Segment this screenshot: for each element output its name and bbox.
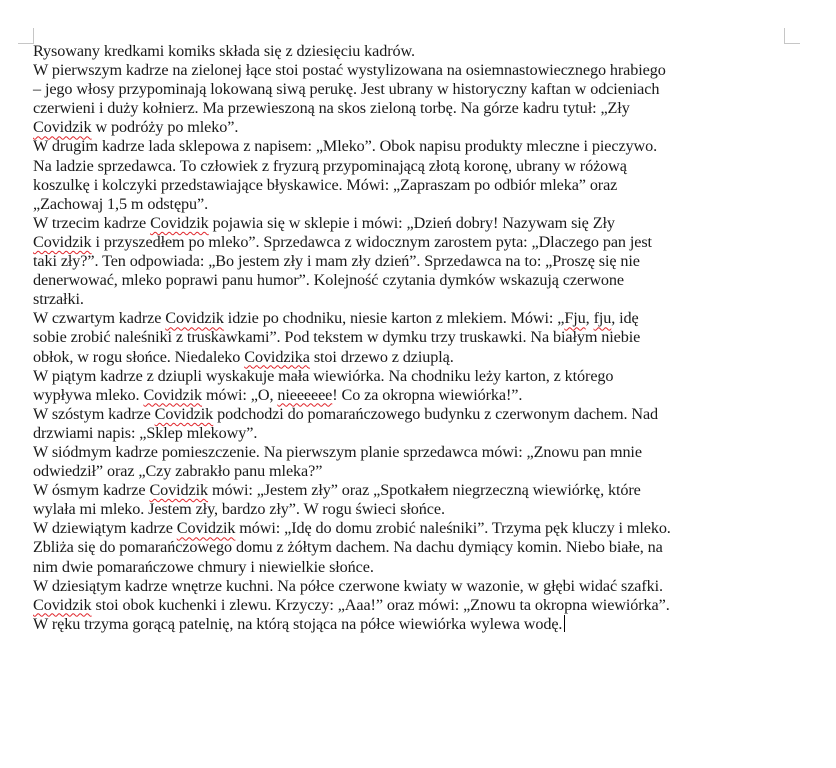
text-run: W trzecim kadrze — [33, 213, 151, 232]
misspelled-word: Covidzik — [154, 404, 214, 423]
misspelled-word: fju — [593, 309, 612, 328]
text-line[interactable] — [33, 195, 793, 214]
text-line[interactable] — [33, 424, 793, 443]
text-run: , — [585, 309, 594, 328]
text-line[interactable] — [33, 443, 793, 462]
text-line[interactable] — [33, 80, 793, 99]
text-line[interactable] — [33, 500, 793, 519]
text-run: wylała mi mleko. Jestem zły, bardzo zły”. W rogu świeci słońce. — [33, 500, 445, 519]
text-run: ! Co za okropna wiewiórka!”. — [332, 385, 523, 404]
text-line[interactable] — [33, 367, 793, 386]
text-line[interactable] — [33, 118, 793, 137]
text-run: W ręku trzyma gorącą patelnię, na którą stojąca na półce wiewiórka wylewa wodę. — [33, 614, 563, 633]
misspelled-word: Covidzik — [33, 232, 92, 251]
text-run: i przyszedłem po mleko”. Sprzedawca z widocznym zarostem pyta: „Dlaczego pan jest — [91, 232, 652, 251]
text-run: wypływa mleko. — [33, 385, 144, 404]
text-line[interactable] — [33, 538, 793, 557]
text-run: – jego włosy przypominają lokowaną siwą perukę. Jest ubrany w historyczny kaftan w odcieniach — [33, 80, 660, 99]
misspelled-word: Covidzik — [33, 595, 92, 614]
document-body[interactable] — [33, 42, 793, 634]
text-run: pojawia się w sklepie i mówi: „Dzień dobry! Nazywam się Zły — [208, 213, 615, 232]
text-run: taki zły?”. Ten odpowiada: „Bo jestem zły i mam zły dzień”. Sprzedawca na to: „Proszę się nie — [33, 252, 640, 271]
text-run: obłok, w rogu słońce. Niedaleko — [33, 347, 245, 366]
text-run: Zbliża się do pomarańczowego domu z żółtym dachem. Na dachu dymiący komin. Niebo białe, na — [33, 538, 663, 557]
text-line[interactable] — [33, 214, 793, 233]
misspelled-word: Covidzik — [149, 481, 208, 500]
text-line[interactable] — [33, 558, 793, 577]
text-run: czerwieni i duży kołnierz. Ma przewieszoną na skos zieloną torbę. Na górze kadru tytuł: „Zły — [33, 99, 630, 118]
text-run: W dziesiątym kadrze wnętrze kuchni. Na półce czerwone kwiaty w wazonie, w głębi widać szafki. — [33, 576, 663, 595]
text-run: strzałki. — [33, 290, 84, 309]
text-run: mówi: „O, — [202, 385, 278, 404]
text-line[interactable] — [33, 386, 793, 405]
misspelled-word: Covidzik — [33, 118, 92, 137]
text-line[interactable] — [33, 176, 793, 195]
text-run: stoi obok kuchenki i zlewu. Krzyczy: „Aaa!” oraz mówi: „Znowu ta okropna wiewiórka”. — [91, 595, 670, 614]
text-run: drzwiami napis: „Sklep mlekowy”. — [33, 423, 258, 442]
text-run: odwiedził” oraz „Czy zabrakło panu mleka?” — [33, 462, 323, 481]
text-run: koszulkę i kolczyki przedstawiające błyskawice. Mówi: „Zapraszam po odbiór mleka” oraz — [33, 175, 618, 194]
text-line[interactable] — [33, 462, 793, 481]
text-line[interactable] — [33, 577, 793, 596]
text-line[interactable] — [33, 252, 793, 271]
text-cursor — [564, 615, 565, 632]
text-line[interactable] — [33, 290, 793, 309]
text-line[interactable] — [33, 233, 793, 252]
page-margin-corner-top-left — [18, 28, 34, 44]
text-run: nim dwie pomarańczowe chmury i niewielkie słońce. — [33, 557, 374, 576]
text-line[interactable] — [33, 481, 793, 500]
text-line[interactable] — [33, 519, 793, 538]
text-run: stoi drzewo z dziuplą. — [309, 347, 454, 366]
text-line[interactable] — [33, 99, 793, 118]
text-line[interactable] — [33, 271, 793, 290]
text-line[interactable] — [33, 348, 793, 367]
misspelled-word: Covidzik — [176, 519, 236, 538]
text-run: denerwować, mleko poprawi panu humor”. Kolejność czytania dymków wskazują czerwone — [33, 271, 624, 290]
text-line[interactable] — [33, 405, 793, 424]
text-run: W szóstym kadrze — [33, 404, 155, 423]
misspelled-word: Fju — [564, 309, 586, 328]
text-run: mówi: „Idę do domu zrobić naleśniki”. Trzyma pęk kluczy i mleko. — [235, 519, 671, 538]
text-line[interactable] — [33, 309, 793, 328]
text-run: W czwartym kadrze — [33, 309, 166, 328]
text-run: W dziewiątym kadrze — [33, 519, 177, 538]
text-run: W pierwszym kadrze na zielonej łące stoi postać wystylizowana na osiemnastowiecznego hrabiego — [33, 61, 666, 80]
misspelled-word: nieeeeee — [277, 385, 333, 404]
text-line[interactable] — [33, 42, 793, 61]
text-run: „Zachowaj 1,5 m odstępu”. — [33, 194, 209, 213]
text-run: sobie zrobić naleśniki z truskawkami”. Pod tekstem w dymku trzy truskawki. Na białym niebie — [33, 328, 641, 347]
text-run: mówi: „Jestem zły” oraz „Spotkałem niegrzeczną wiewiórkę, które — [208, 481, 641, 500]
text-line[interactable] — [33, 328, 793, 347]
text-run: Rysowany kredkami komiks składa się z dziesięciu kadrów. — [33, 42, 416, 60]
text-line[interactable] — [33, 157, 793, 176]
text-run: idzie po chodniku, niesie karton z mlekiem. Mówi: „ — [223, 309, 565, 328]
text-run: W piątym kadrze z dziupli wyskakuje mała wiewiórka. Na chodniku leży karton, z którego — [33, 366, 614, 385]
text-line[interactable] — [33, 615, 793, 634]
text-run: , idę — [611, 309, 639, 328]
misspelled-word: Covidzik — [165, 309, 224, 328]
text-run: W drugim kadrze lada sklepowa z napisem: „Mleko”. Obok napisu produkty mleczne i pieczywo. — [33, 137, 658, 156]
misspelled-word: Covidzika — [244, 347, 310, 366]
text-line[interactable] — [33, 137, 793, 156]
misspelled-word: Covidzik — [150, 213, 209, 232]
text-run: w podróży po mleko”. — [91, 118, 239, 137]
text-run: W ósmym kadrze — [33, 481, 150, 500]
text-line[interactable] — [33, 61, 793, 80]
text-run: Na ladzie sprzedawca. To człowiek z fryzurą przypominającą złotą koronę, ubrany w różową — [33, 156, 627, 175]
text-run: podchodzi do pomarańczowego budynku z czerwonym dachem. Nad — [213, 404, 659, 423]
text-line[interactable] — [33, 596, 793, 615]
text-run: W siódmym kadrze pomieszczenie. Na pierwszym planie sprzedawca mówi: „Znowu pan mnie — [33, 442, 642, 461]
misspelled-word: Covidzik — [143, 385, 203, 404]
